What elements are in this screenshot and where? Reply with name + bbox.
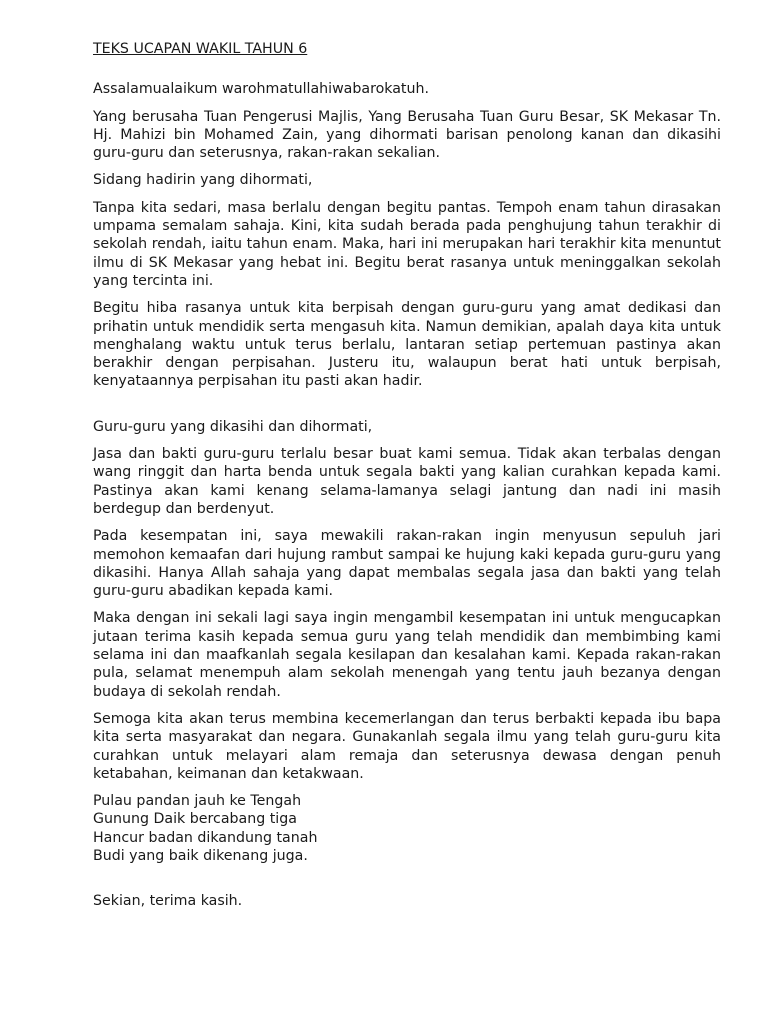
paragraph-apology: Pada kesempatan ini, saya mewakili rakan-rakan ingin menyusun sepuluh jari memohon kemaafan dari hujung rambut sampai ke hujung kaki kepada guru-guru yang dikasihi. Hanya Allah sahaja yang dapat membalas segala jasa dan bakti yang telah guru-guru abadikan kepada kami. xyxy=(93,528,721,600)
poem-line: Gunung Daik bercabang tiga xyxy=(93,811,297,828)
poem-line: Hancur badan dikandung tanah xyxy=(93,829,318,846)
document-page xyxy=(93,40,721,920)
address-teachers: Guru-guru yang dikasihi dan dihormati, xyxy=(93,418,373,435)
document-title: TEKS UCAPAN WAKIL TAHUN 6 xyxy=(93,41,308,57)
poem-line: Pulau pandan jauh ke Tengah xyxy=(93,793,302,810)
paragraph-salutation: Yang berusaha Tuan Pengerusi Majlis, Yang Berusaha Tuan Guru Besar, SK Mekasar Tn. Hj. Mahizi bin Mohamed Zain, yang dihormati barisan penolong kanan dan dikasihi guru-guru dan seterusnya, rakan-rakan sekalian. xyxy=(93,108,721,162)
paragraph-thanks: Maka dengan ini sekali lagi saya ingin mengambil kesempatan ini untuk mengucapkan jutaan terima kasih kepada semua guru yang telah mendidik dan membimbing kami selama ini dan maafkanlah segala kesilapan dan kesalahan kami. Kepada rakan-rakan pula, selamat menempuh alam sekolah menengah yang tentu jauh bezanya dengan budaya di sekolah rendah. xyxy=(93,610,721,700)
greeting: Assalamualaikum warohmatullahiwabarokatuh. xyxy=(93,81,429,98)
paragraph-wishes: Semoga kita akan terus membina kecemerlangan dan terus berbakti kepada ibu bapa kita serta masyarakat dan negara. Gunakanlah segala ilmu yang telah guru-guru kita curahkan untuk melayari alam remaja dan seterusnya dewasa dengan penuh ketabahan, keimanan dan ketakwaan. xyxy=(93,710,721,782)
pantun-poem xyxy=(93,792,721,865)
paragraph-farewell: Begitu hiba rasanya untuk kita berpisah dengan guru-guru yang amat dedikasi dan prihatin untuk mendidik serta mengasuh kita. Namun demikian, apalah daya kita untuk menghalang waktu untuk terus berlalu, lantaran setiap pertemuan pastinya akan berakhir dengan perpisahan. Justeru itu, walaupun berat hati untuk berpisah, kenyataannya perpisahan itu pasti akan hadir. xyxy=(93,300,721,390)
paragraph-time-passing: Tanpa kita sedari, masa berlalu dengan begitu pantas. Tempoh enam tahun dirasakan umpama semalam sahaja. Kini, kita sudah berada pada penghujung tahun terakhir di sekolah rendah, iaitu tahun enam. Maka, hari ini merupakan hari terakhir kita menuntut ilmu di SK Mekasar yang hebat ini. Begitu berat rasanya untuk meninggalkan sekolah yang tercinta ini. xyxy=(93,199,721,289)
paragraph-gratitude: Jasa dan bakti guru-guru terlalu besar buat kami semua. Tidak akan terbalas dengan wang ringgit dan harta benda untuk segala bakti yang kalian curahkan kepada kami. Pastinya akan kami kenang selama-lamanya selagi jantung dan nadi ini masih berdegup dan berdenyut. xyxy=(93,446,721,517)
closing-remark: Sekian, terima kasih. xyxy=(93,893,243,910)
paragraph-audience: Sidang hadirin yang dihormati, xyxy=(93,172,313,189)
poem-line: Budi yang baik dikenang juga. xyxy=(93,847,308,864)
